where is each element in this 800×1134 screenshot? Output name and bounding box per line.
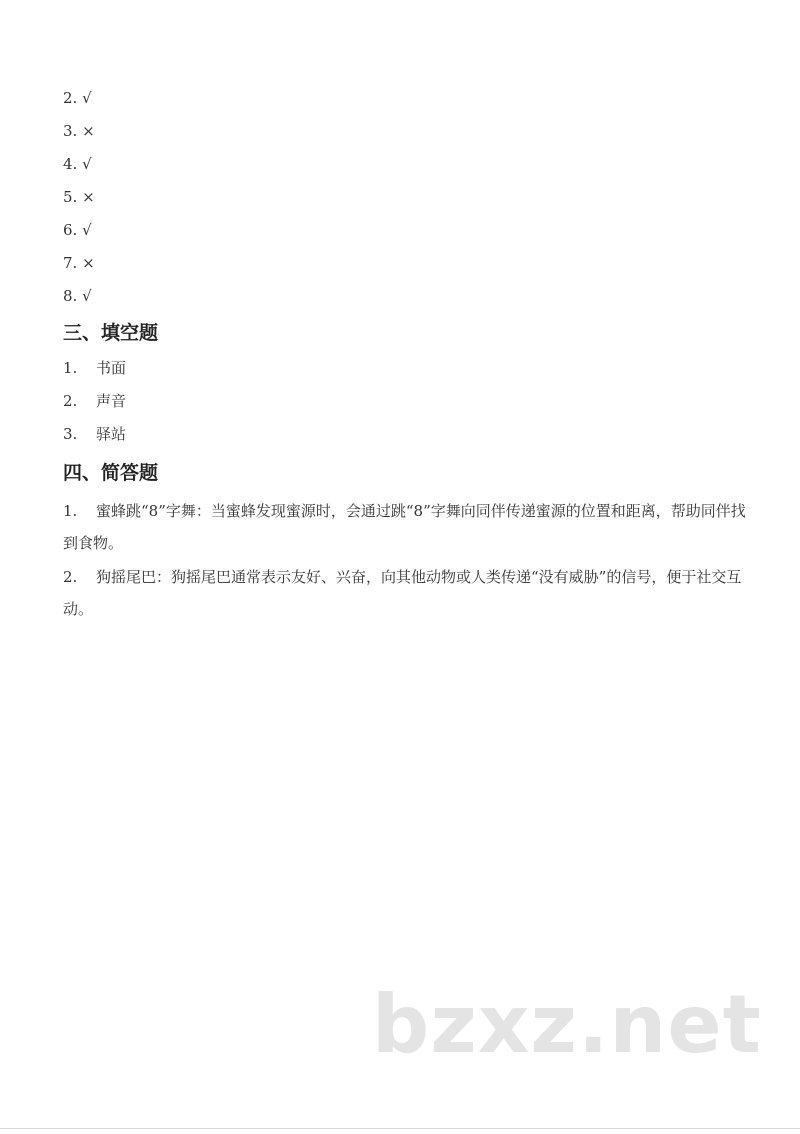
true-false-answer: 3. × bbox=[63, 122, 95, 140]
fill-in-answer bbox=[63, 356, 363, 389]
true-false-answer: 7. × bbox=[63, 254, 95, 272]
answer-number: 3. bbox=[63, 425, 78, 443]
answer-text: 驿站 bbox=[96, 425, 127, 443]
true-false-answer: 8. √ bbox=[63, 287, 92, 305]
true-false-answer: 4. √ bbox=[63, 155, 92, 173]
answer-text: 蜜蜂跳“8”字舞：当蜜蜂发现蜜源时，会通过跳“8”字舞向同伴传递蜜源的位置和距离，帮助同伴找到食物。 bbox=[63, 502, 746, 552]
answer-text: 声音 bbox=[96, 392, 127, 410]
watermark-logo: bzxz.net bbox=[372, 978, 762, 1071]
fill-in-answer-list bbox=[63, 356, 363, 455]
fill-in-answer bbox=[63, 389, 363, 422]
answer-number: 1. bbox=[63, 502, 78, 520]
true-false-answer: 2. √ bbox=[63, 89, 92, 107]
page-bottom-divider bbox=[0, 1128, 800, 1129]
section-title-fill-in: 三、填空题 bbox=[63, 322, 159, 344]
answer-text: 书面 bbox=[96, 359, 127, 377]
short-answer-item bbox=[63, 561, 753, 625]
answer-number: 1. bbox=[63, 359, 78, 377]
answer-text: 狗摇尾巴：狗摇尾巴通常表示友好、兴奋，向其他动物或人类传递“没有威胁”的信号，便于社交互动。 bbox=[63, 568, 742, 618]
true-false-answer: 5. × bbox=[63, 188, 95, 206]
answer-number: 2. bbox=[63, 568, 78, 586]
answer-number: 2. bbox=[63, 392, 78, 410]
short-answer-item bbox=[63, 495, 753, 559]
section-title-short-answer: 四、简答题 bbox=[63, 462, 159, 484]
fill-in-answer bbox=[63, 422, 363, 455]
true-false-answer: 6. √ bbox=[63, 221, 92, 239]
true-false-answer-list bbox=[63, 86, 363, 317]
